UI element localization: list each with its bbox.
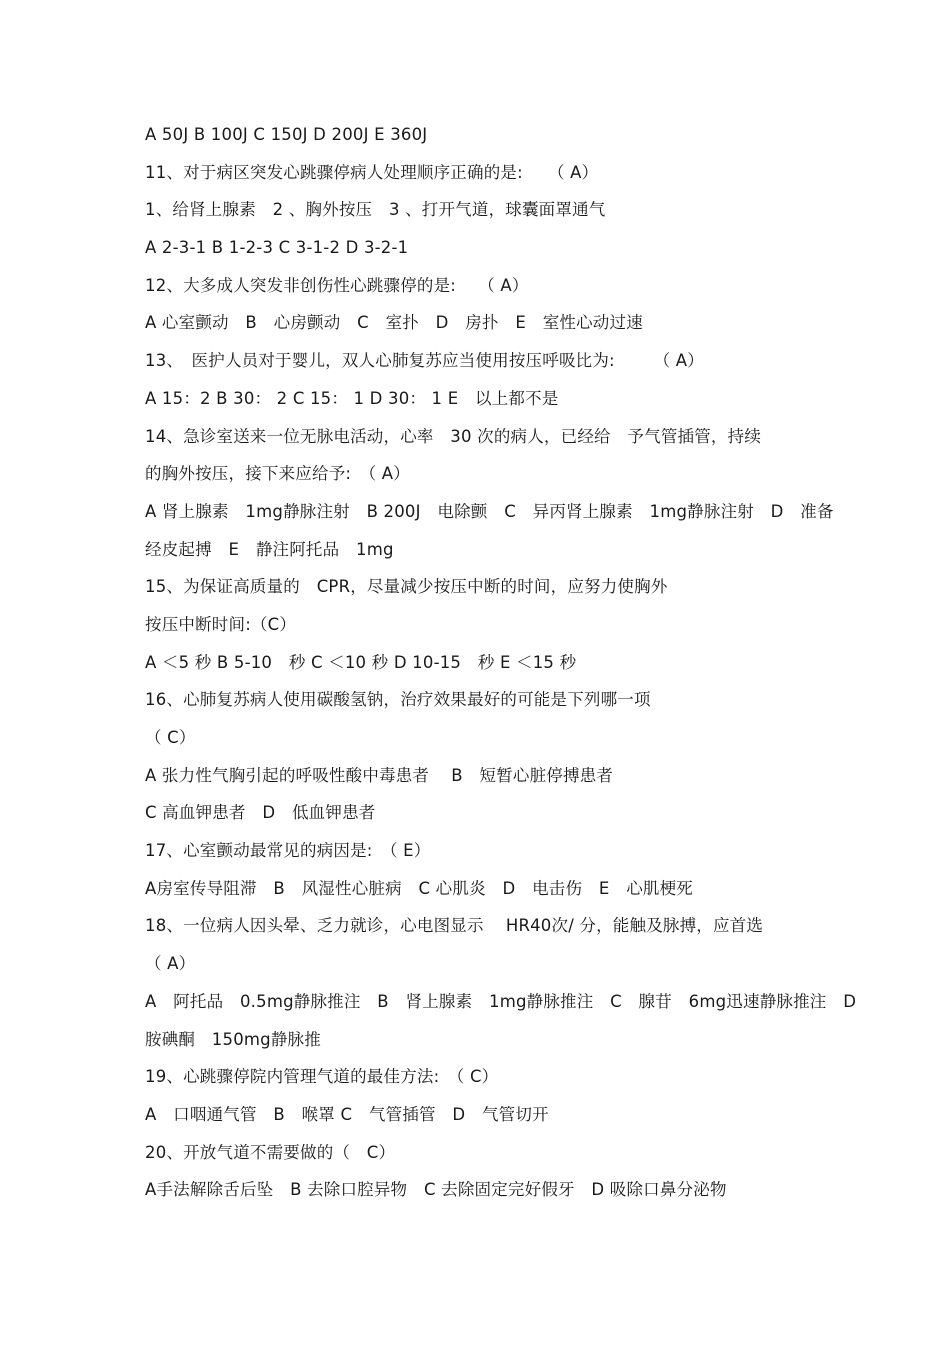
text-line: 1、给肾上腺素 2 、胸外按压 3 、打开气道，球囊面罩通气 — [145, 200, 606, 220]
question-text-block — [145, 122, 857, 1215]
answer-options: A 2-3-1 B 1-2-3 C 3-1-2 D 3-2-1 — [145, 238, 409, 258]
answer-options: A 15：2 B 30： 2 C 15： 1 D 30： 1 E 以上都不是 — [145, 388, 559, 408]
answer-options: A 肾上腺素 1mg静脉注射 B 200J 电除颤 C 异丙肾上腺素 1mg静脉注射 D 准备 — [145, 501, 834, 521]
text-line: （ C） — [145, 728, 196, 747]
answer-options: A 张力性气胸引起的呼吸性酸中毒患者 B 短暂心脏停搏患者 — [145, 765, 614, 785]
question-17: 17、心室颤动最常见的病因是: （ E） — [145, 841, 431, 861]
text-line: 的胸外按压，接下来应给予: （ A） — [145, 464, 410, 484]
answer-options: A手法解除舌后坠 B 去除口腔异物 C 去除固定完好假牙 D 吸除口鼻分泌物 — [145, 1180, 727, 1200]
question-20: 20、开放气道不需要做的（ C） — [145, 1142, 396, 1162]
question-18: 18、一位病人因头晕、乏力就诊，心电图显示 HR40次/ 分，能触及脉搏，应首选 — [145, 916, 764, 936]
question-13: 13、 医护人员对于婴儿，双人心肺复苏应当使用按压呼吸比为: （ A） — [145, 351, 704, 371]
question-12: 12、大多成人突发非创伤性心跳骤停的是: （ A） — [145, 275, 529, 295]
question-16: 16、心肺复苏病人使用碳酸氢钠，治疗效果最好的可能是下列哪一项 — [145, 690, 651, 710]
question-11: 11、对于病区突发心跳骤停病人处理顺序正确的是: （ A） — [145, 162, 599, 182]
answer-options: A房室传导阻滞 B 风湿性心脏病 C 心肌炎 D 电击伤 E 心肌梗死 — [145, 878, 694, 898]
question-14: 14、急诊室送来一位无脉电活动，心率 30 次的病人，已经给 予气管插管，持续 — [145, 426, 762, 446]
text-line: 按压中断时间:（C） — [145, 614, 297, 634]
text-line: A 50J B 100J C 150J D 200J E 360J — [145, 125, 428, 144]
text-line: （ A） — [145, 954, 196, 974]
answer-options: 胺碘酮 150mg静脉推 — [145, 1029, 321, 1049]
answer-options: 经皮起搏 E 静注阿托品 1mg — [145, 539, 394, 559]
answer-options: C 高血钾患者 D 低血钾患者 — [145, 803, 376, 823]
answer-options: A 阿托品 0.5mg静脉推注 B 肾上腺素 1mg静脉推注 C 腺苷 6mg迅速静脉推注 D — [145, 991, 857, 1011]
question-15: 15、为保证高质量的 CPR，尽量减少按压中断的时间，应努力使胸外 — [145, 577, 668, 597]
answer-options: A ＜5 秒 B 5-10 秒 C ＜10 秒 D 10-15 秒 E ＜15 秒 — [145, 652, 577, 672]
answer-options: A 心室颤动 B 心房颤动 C 室扑 D 房扑 E 室性心动过速 — [145, 313, 643, 333]
answer-options: A 口咽通气管 B 喉罩 C 气管插管 D 气管切开 — [145, 1104, 549, 1124]
question-19: 19、心跳骤停院内管理气道的最佳方法: （ C） — [145, 1067, 499, 1087]
